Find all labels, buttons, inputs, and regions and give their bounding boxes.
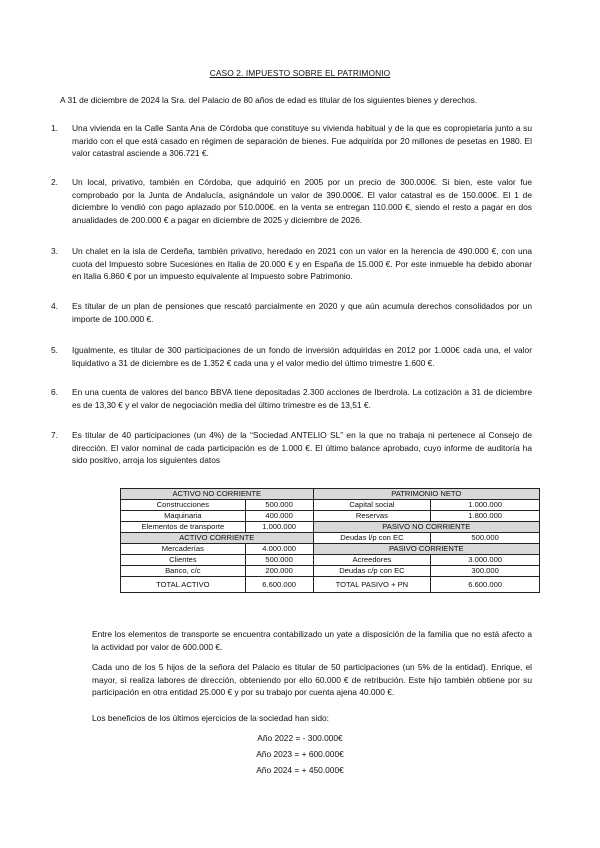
table-row xyxy=(121,500,540,511)
table-cell: 1.800.000 xyxy=(431,511,540,522)
table-cell: Deudas l/p con EC xyxy=(313,533,431,544)
year-line: Año 2023 = + 600.000€ xyxy=(256,749,344,759)
table-cell: 3.000.000 xyxy=(431,555,540,566)
table-cell: Construcciones xyxy=(121,500,246,511)
year-line: Año 2022 = - 300.000€ xyxy=(257,733,343,743)
table-cell: Banco, c/c xyxy=(121,566,246,577)
item-text: En una cuenta de valores del banco BBVA tiene depositadas 2.300 acciones de Iberdrola. La cotización a 31 de diciembre es de 13,30 € y el valor de negociación media del último trimestre es de 13,51 €. xyxy=(72,387,532,410)
table-header: ACTIVO NO CORRIENTE xyxy=(121,489,314,500)
table-header: PATRIMONIO NETO xyxy=(313,489,539,500)
total-cell: TOTAL ACTIVO xyxy=(121,577,246,593)
item-number: 1. xyxy=(51,123,58,133)
item-text: Una vivienda en la Calle Santa Ana de Córdoba que constituye su vivienda habitual y de la que es copropietaria junto a su marido con el que está casado en régimen de separación de bienes. Fue adquirida por 20 millones de pesetas en 1980. El valor catastral asciende a 306.721 €. xyxy=(72,123,532,159)
table-row xyxy=(121,511,540,522)
table-cell: 500.000 xyxy=(431,533,540,544)
paragraph: Los beneficios de los últimos ejercicios de la sociedad han sido: xyxy=(92,713,329,723)
intro-paragraph: A 31 de diciembre de 2024 la Sra. del Palacio de 80 años de edad es titular de los siguientes bienes y derechos. xyxy=(60,95,478,105)
table-cell: Acreedores xyxy=(313,555,431,566)
year-line: Año 2024 = + 450.000€ xyxy=(256,765,344,775)
list-item xyxy=(51,122,532,160)
table-row xyxy=(121,555,540,566)
table-row xyxy=(121,522,540,533)
item-text: Un local, privativo, también en Córdoba, que adquirió en 2005 por un precio de 300.000€. Si bien, este valor fue comprobado por la Junta de Andalucía, asignándole un valor de 390.000€. El valor catastral es de 150.000€. El 1 de diciembre lo vendió con pago aplazado por 510.000€. en la venta se entregan 110.000 €, siendo el resto a pagar en dos anualidades de 200.000 € a pagar en diciembre de 2025 y diciembre de 2026. xyxy=(72,177,532,225)
total-cell: TOTAL PASIVO + PN xyxy=(313,577,431,593)
table-row xyxy=(121,566,540,577)
table-cell: Deudas c/p con EC xyxy=(313,566,431,577)
table-cell: 1.000.000 xyxy=(245,522,313,533)
table-row xyxy=(121,577,540,593)
table-row xyxy=(121,489,540,500)
table-header: ACTIVO CORRIENTE xyxy=(121,533,314,544)
table-cell: Mercaderías xyxy=(121,544,246,555)
table-header: PASIVO NO CORRIENTE xyxy=(313,522,539,533)
table-row xyxy=(121,544,540,555)
item-number: 5. xyxy=(51,345,58,355)
table-cell: Reservas xyxy=(313,511,431,522)
table-cell: Maquinaria xyxy=(121,511,246,522)
table-cell: 200.000 xyxy=(245,566,313,577)
table-cell: Clientes xyxy=(121,555,246,566)
table-cell: Elementos de transporte xyxy=(121,522,246,533)
item-text: Un chalet en la isla de Cerdeña, también privativo, heredado en 2021 con un valor en la herencia de 490.000 €, con una cuota del Impuesto sobre Sucesiones en Italia de 20.000 € y en España de 15.000 €. Por este inmueble ha debido abonar en Italia 6.860 € por un impuesto equivalente al Impuesto sobre Patrimonio. xyxy=(72,246,532,282)
item-number: 7. xyxy=(51,430,58,440)
list-item xyxy=(51,300,532,325)
table-cell: Capital social xyxy=(313,500,431,511)
table-row xyxy=(121,533,540,544)
list-item xyxy=(51,245,532,283)
case-title: CASO 2. IMPUESTO SOBRE EL PATRIMONIO xyxy=(209,68,391,78)
item-number: 2. xyxy=(51,177,58,187)
table-cell: 1.000.000 xyxy=(431,500,540,511)
item-text: Es titular de 40 participaciones (un 4%) de la “Sociedad ANTELIO SL” en la que no trabaja ni pertenece al Consejo de dirección. El valor nominal de cada participación es de 1.000 €. El último balance aprobado, cuyo informe de auditoría ha sido positivo, arroja los siguientes datos xyxy=(72,430,532,466)
table-cell: 4.000.000 xyxy=(245,544,313,555)
list-item xyxy=(51,429,532,467)
item-number: 6. xyxy=(51,387,58,397)
list-item xyxy=(51,344,532,369)
item-number: 3. xyxy=(51,246,58,256)
paragraph: Entre los elementos de transporte se encuentra contabilizado un yate a disposición de la familia que no está afecto a la actividad por valor de 600.000 €. xyxy=(92,629,532,652)
item-text: Igualmente, es titular de 300 participaciones de un fondo de inversión adquiridas en 2012 por 1.000€ cada una, el valor liquidativo a 31 de diciembre es de 1.352 € cada una y el valor medio del último trimestre 1.600 €. xyxy=(72,345,532,368)
total-cell: 6.600.000 xyxy=(431,577,540,593)
paragraph: Cada uno de los 5 hijos de la señora del Palacio es titular de 50 participaciones (un 5% de la entidad). Enrique, el mayor, sí realiza labores de dirección, obteniendo por ello 60.000 € de retribución. Este hijo también obtiene por su participación en otra entidad 25.000 € y por su trabajo por cuenta ajena 40.000 €. xyxy=(92,662,532,698)
item-text: Es titular de un plan de pensiones que rescató parcialmente en 2020 y que aún acumula derechos consolidados por un importe de 100.000 €. xyxy=(72,301,532,324)
list-item xyxy=(51,176,532,226)
table-cell: 300.000 xyxy=(431,566,540,577)
total-cell: 6.600.000 xyxy=(245,577,313,593)
item-number: 4. xyxy=(51,301,58,311)
table-cell: 500.000 xyxy=(245,500,313,511)
list-item xyxy=(51,386,532,411)
table-cell: 400.000 xyxy=(245,511,313,522)
table-cell: 500.000 xyxy=(245,555,313,566)
balance-table xyxy=(120,488,540,593)
table-header: PASIVO CORRIENTE xyxy=(313,544,539,555)
